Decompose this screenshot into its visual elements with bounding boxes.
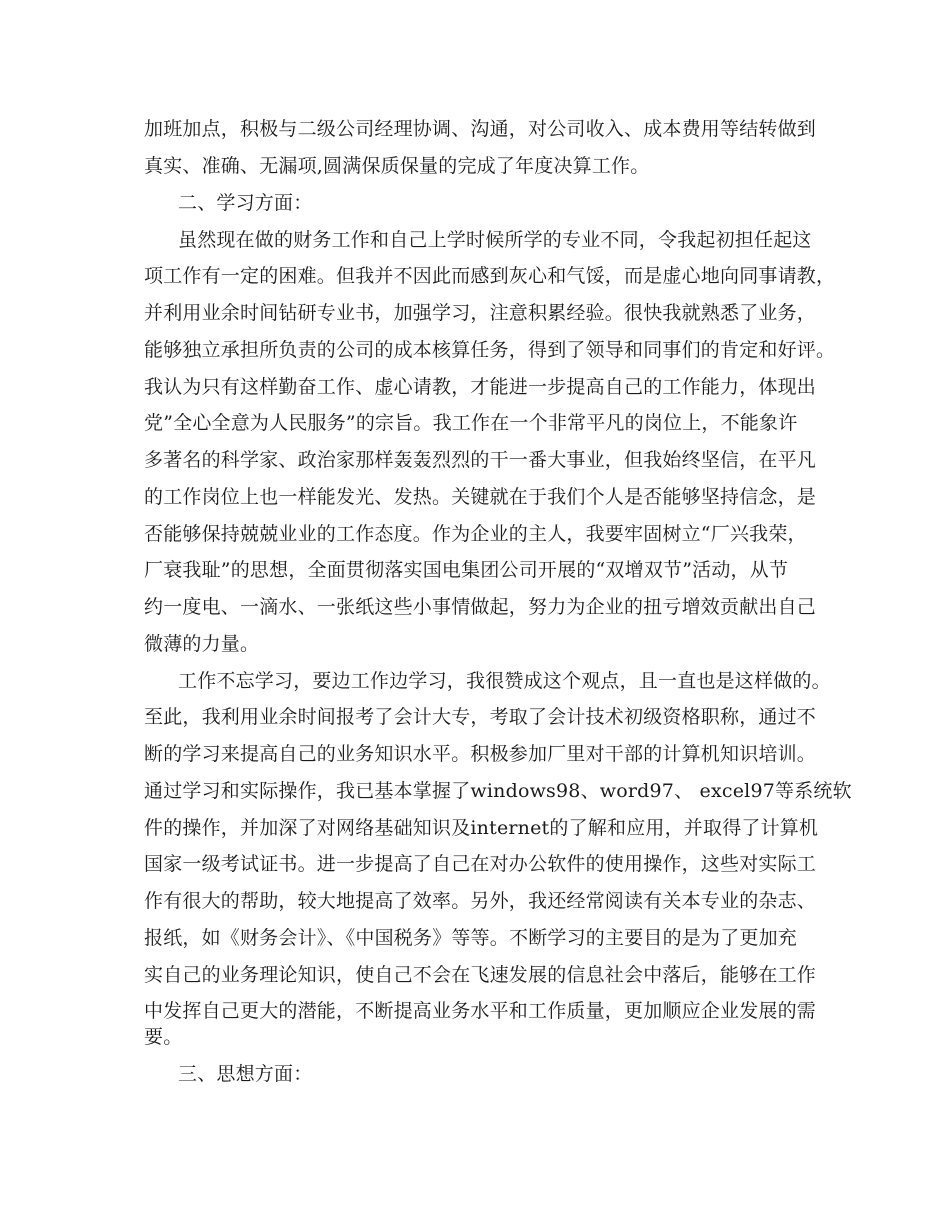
section-heading-thought: 三、思想方面： [178,1063,313,1085]
text-line: 国家一级考试证书。进一步提高了自己在对办公软件的使用操作，这些对实际工 [144,853,817,875]
text-line: 否能够保持兢兢业业的工作态度。作为企业的主人，我要牢固树立“厂兴我荣， [144,523,807,545]
text-line: 通过学习和实际操作，我已基本掌握了windows98、word97、 excel97等系统软 [144,780,852,802]
text-line: 多著名的科学家、政治家那样轰轰烈烈的干一番大事业，但我始终坚信，在平凡 [144,449,817,471]
text-line: 项工作有一定的困难。但我并不因此而感到灰心和气馁，而是虚心地向同事请教， [144,265,836,287]
text-line: 作有很大的帮助，较大地提高了效率。另外，我还经常阅读有关本专业的杂志、 [144,890,817,912]
text-line: 件的操作，并加深了对网络基础知识及internet的了解和应用，并取得了计算机 [144,817,819,839]
text-line: 中发挥自己更大的潜能，不断提高业务水平和工作质量，更加顺应企业发展的需 [144,1000,817,1022]
text-line: 的工作岗位上也一样能发光、发热。关键就在于我们个人是否能够坚持信念，是 [144,486,817,508]
text-line: 真实、准确、无漏项,圆满保质保量的完成了年度决算工作。 [144,155,650,177]
section-heading-study: 二、学习方面： [178,192,313,214]
text-line: 能够独立承担所负责的公司的成本核算任务，得到了领导和同事们的肯定和好评。 [144,339,836,361]
text-line: 报纸，如《财务会计》、《中国税务》等等。不断学习的主要目的是为了更加充 [144,927,798,949]
text-line: 并利用业余时间钻研专业书，加强学习，注意积累经验。很快我就熟悉了业务， [144,302,817,324]
text-line: 厂衰我耻”的思想，全面贯彻落实国电集团公司开展的“双增双节”活动，从节 [144,559,789,581]
text-line: 约一度电、一滴水、一张纸这些小事情做起，努力为企业的扭亏增效贡献出自己 [144,596,817,618]
text-line: 要。 [144,1026,183,1048]
text-line: 断的学习来提高自己的业务知识水平。积极参加厂里对干部的计算机知识培训。 [144,743,817,765]
text-line: 我认为只有这样勤奋工作、虚心请教，才能进一步提高自己的工作能力，体现出 [144,376,817,398]
text-line: 党”全心全意为人民服务”的宗旨。我工作在一个非常平凡的岗位上，不能象许 [144,412,798,434]
text-line: 虽然现在做的财务工作和自己上学时候所学的专业不同，令我起初担任起这 [178,229,812,251]
text-line: 工作不忘学习，要边工作边学习，我很赞成这个观点，且一直也是这样做的。 [178,670,831,692]
text-line: 微薄的力量。 [144,633,260,655]
text-line: 加班加点，积极与二级公司经理协调、沟通，对公司收入、成本费用等结转做到 [144,118,817,140]
text-line: 至此，我利用业余时间报考了会计大专，考取了会计技术初级资格职称，通过不 [144,706,817,728]
text-line: 实自己的业务理论知识，使自己不会在飞速发展的信息社会中落后，能够在工作 [144,964,817,986]
